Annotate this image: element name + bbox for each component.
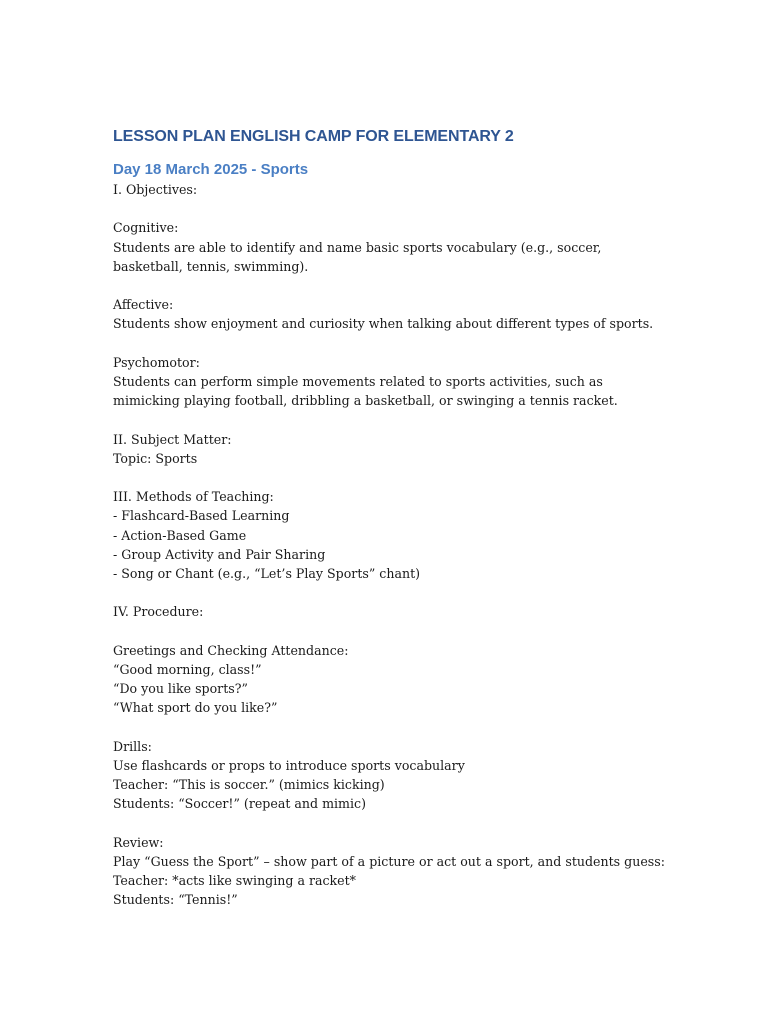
greeting-line: “Do you like sports?” [113, 681, 248, 697]
document-title: LESSON PLAN ENGLISH CAMP FOR ELEMENTARY 2 [113, 128, 514, 145]
spacer [113, 583, 673, 602]
spacer [113, 622, 673, 641]
spacer [113, 814, 673, 833]
cognitive-label: Cognitive: [113, 220, 179, 236]
review-label: Review: [113, 834, 164, 850]
greeting-line: “Good morning, class!” [113, 661, 262, 677]
document-body [113, 180, 673, 910]
review-line: Teacher: *acts like swinging a racket* [113, 873, 356, 889]
topic-line: Topic: Sports [113, 450, 198, 466]
drill-line: Students: “Soccer!” (repeat and mimic) [113, 796, 366, 812]
spacer [113, 718, 673, 737]
spacer [113, 468, 673, 487]
psychomotor-text: Students can perform simple movements related to sports activities, such as mimicking playing football, dribbling a basketball, or swinging a tennis racket. [113, 373, 618, 409]
cognitive-text: Students are able to identify and name basic sports vocabulary (e.g., soccer, basketball, tennis, swimming). [113, 239, 606, 274]
psychomotor-label: Psychomotor: [113, 354, 200, 370]
review-line: Play “Guess the Sport” – show part of a picture or act out a sport, and students guess: [113, 853, 665, 869]
methods-heading: III. Methods of Teaching: [113, 489, 274, 505]
spacer [113, 410, 673, 429]
method-item: - Action-Based Game [113, 527, 247, 543]
greeting-line: “What sport do you like?” [113, 700, 278, 716]
drills-label: Drills: [113, 738, 152, 754]
spacer [113, 334, 673, 353]
review-line: Students: “Tennis!” [113, 892, 238, 908]
objectives-heading: I. Objectives: [113, 182, 198, 197]
drill-line: Teacher: “This is soccer.” (mimics kicking) [113, 777, 385, 793]
affective-label: Affective: [113, 297, 174, 313]
document-page [113, 120, 673, 910]
method-item: - Group Activity and Pair Sharing [113, 546, 326, 562]
drill-line: Use flashcards or props to introduce sports vocabulary [113, 757, 465, 773]
procedure-heading: IV. Procedure: [113, 604, 204, 620]
method-item: - Song or Chant (e.g., “Let’s Play Sports” chant) [113, 565, 421, 581]
subject-matter-heading: II. Subject Matter: [113, 431, 232, 447]
greetings-label: Greetings and Checking Attendance: [113, 642, 349, 658]
method-item: - Flashcard-Based Learning [113, 508, 290, 524]
affective-text: Students show enjoyment and curiosity when talking about different types of sports. [113, 316, 654, 332]
day-subtitle: Day 18 March 2025 - Sports [113, 161, 309, 178]
spacer [113, 199, 673, 218]
spacer [113, 276, 673, 295]
